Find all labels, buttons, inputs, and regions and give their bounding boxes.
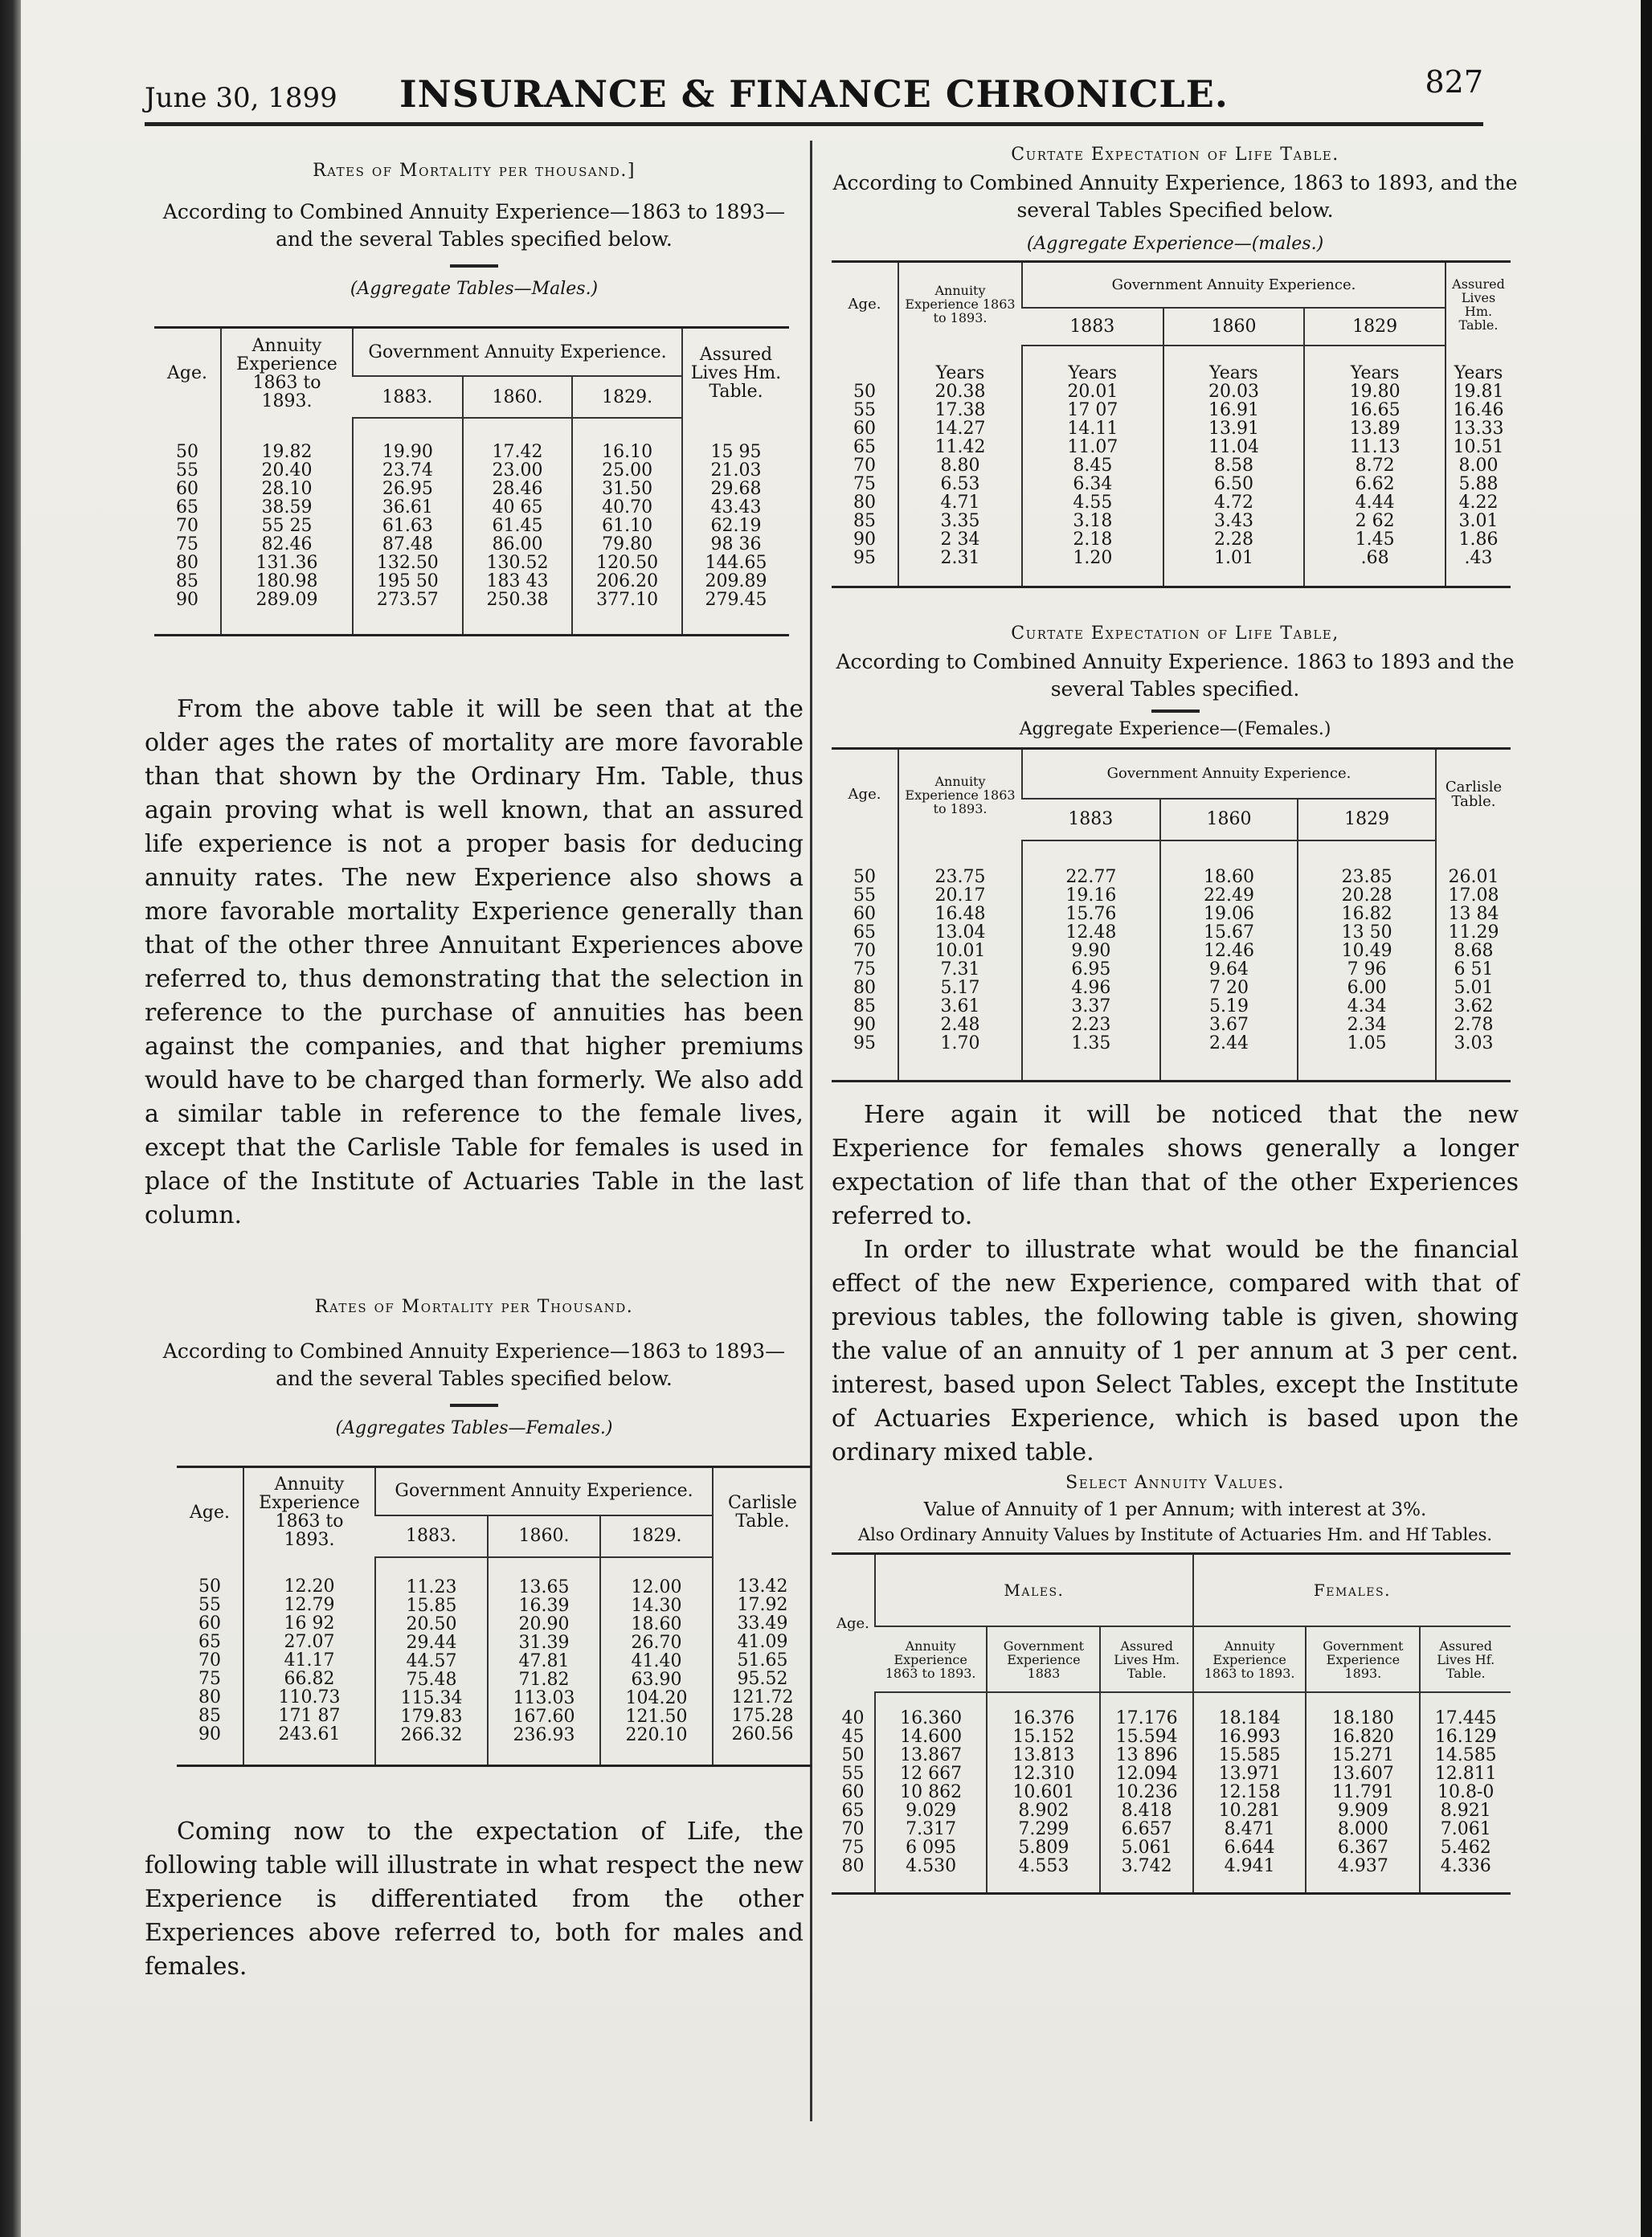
table5-col-age: 40 45 50 55 60 65 70 75 80	[832, 1692, 875, 1893]
table1-header-1829: 1829.	[572, 376, 682, 418]
table4-header-1860: 1860	[1160, 799, 1298, 840]
header-rule	[145, 122, 1483, 126]
table3-header-1829: 1829	[1304, 308, 1446, 346]
issue-date: June 30, 1899	[145, 82, 337, 114]
table4-header-last: Carlisle Table.	[1436, 748, 1511, 840]
table2-header-annuity: Annuity Experience 1863 to 1893.	[243, 1466, 375, 1557]
table2-header-last: Carlisle Table.	[713, 1466, 812, 1557]
table5-header-m-annuity: Annuity Experience 1863 to 1893.	[875, 1626, 987, 1692]
table4-title: Curtate Expectation of Life Table,	[1011, 623, 1339, 644]
table1-short-rule	[450, 264, 498, 268]
table4-header-1829: 1829	[1298, 799, 1436, 840]
table2-mortality-females	[177, 1466, 812, 1768]
table5-header-f-annuity: Annuity Experience 1863 to 1893.	[1193, 1626, 1306, 1692]
table4-short-rule	[1151, 710, 1200, 713]
table5-col-f-gov: 18.180 16.820 15.271 13.607 11.791 9.909 8.000 6.367 4.937	[1306, 1692, 1420, 1893]
table5-col-m-assured: 17.176 15.594 13 896 12.094 10.236 8.418 6.657 5.061 3.742	[1100, 1692, 1192, 1893]
table1-header-age: Age.	[154, 328, 221, 419]
table3-col-annuity: Years 20.38 17.38 14.27 11.42 8.80 6.53 4.71 3.35 2 34 2.31	[898, 346, 1022, 587]
table1-col-1883: 19.90 23.74 26.95 36.61 61.63 87.48 132.50 195 50 273.57	[353, 418, 463, 635]
page-number: 827	[1425, 64, 1483, 100]
table5-subtitle-2: Also Ordinary Annuity Values by Institute of Actuaries Hm. and Hf Tables.	[857, 1525, 1493, 1544]
table4-col-1883: 22.77 19.16 15.76 12.48 9.90 6.95 4.96 3.37 2.23 1.35	[1022, 840, 1160, 1082]
page-header	[145, 64, 1483, 116]
table4-col-last: 26.01 17.08 13 84 11.29 8.68 6 51 5.01 3.62 2.78 3.03	[1436, 840, 1511, 1082]
table5-select-annuity-values	[832, 1552, 1511, 1895]
column-rule	[810, 141, 812, 2121]
table3-header-gov: Government Annuity Experience.	[1022, 262, 1446, 309]
table5-header-females: Females.	[1193, 1554, 1511, 1627]
table3-col-1883: Years 20.01 17 07 14.11 11.07 8.45 6.34 4.55 3.18 2.18 1.20	[1022, 346, 1163, 587]
table3-header-1860: 1860	[1163, 308, 1305, 346]
left-column	[145, 161, 804, 1984]
table1-mortality-males	[154, 326, 789, 636]
table2-short-rule	[450, 1404, 498, 1407]
table4-header-age: Age.	[832, 748, 898, 840]
right-paragraph-2-text: In order to illustrate what would be the financial effect of the new Experience, compared with that of previous tables, the following table is given, showing the value of an annuity of 1 per annum at 3 per cent. interest, based upon Select Tables, except the Institute of Actuaries Experience, which is based upon the ordinary mixed table.	[832, 1236, 1519, 1466]
table5-title: Select Annuity Values.	[1065, 1473, 1285, 1493]
table5-col-m-annuity: 16.360 14.600 13.867 12 667 10 862 9.029 7.317 6 095 4.530	[875, 1692, 987, 1893]
table1-header-annuity: Annuity Experience 1863 to 1893.	[221, 328, 353, 419]
table1-col-1829: 16.10 25.00 31.50 40.70 61.10 79.80 120.50 206.20 377.10	[572, 418, 682, 635]
table5-col-f-annuity: 18.184 16.993 15.585 13.971 12.158 10.281 8.471 6.644 4.941	[1193, 1692, 1306, 1893]
table1-col-last: 15 95 21.03 29.68 43.43 62.19 98 36 144.65 209.89 279.45	[682, 418, 789, 635]
table5-col-f-assured: 17.445 16.129 14.585 12.811 10.8-0 8.921 7.061 5.462 4.336	[1420, 1692, 1511, 1893]
page-binding-edge	[0, 0, 21, 2237]
left-paragraph-2	[145, 1815, 804, 1984]
table2-col-annuity: 12.20 12.79 16 92 27.07 41.17 66.82 110.73 171 87 243.61	[243, 1557, 375, 1766]
table2-col-1829: 12.00 14.30 18.60 26.70 41.40 63.90 104.20 121.50 220.10	[600, 1557, 713, 1766]
table5-header-males: Males.	[875, 1554, 1193, 1627]
right-column	[832, 145, 1519, 1895]
table5-header-age: Age.	[832, 1554, 875, 1693]
right-paragraph-1-text: Here again it will be noticed that the new Experience for females shows generally a longer expectation of life than that of the other Experiences referred to.	[832, 1101, 1519, 1230]
table3-col-last: Years 19.81 16.46 13.33 10.51 8.00 5.88 4.22 3.01 1.86 .43	[1446, 346, 1511, 587]
right-paragraph-1	[832, 1098, 1519, 1470]
table4-col-1860: 18.60 22.49 19.06 15.67 12.46 9.64 7 20 5.19 3.67 2.44	[1160, 840, 1298, 1082]
table4-header-gov: Government Annuity Experience.	[1022, 748, 1436, 799]
table3-col-1829: Years 19.80 16.65 13.89 11.13 8.72 6.62 4.44 2 62 1.45 .68	[1304, 346, 1446, 587]
table5-header-f-assured: Assured Lives Hf. Table.	[1420, 1626, 1511, 1692]
table5-header-f-gov: Government Experience 1893.	[1306, 1626, 1420, 1692]
table5-header-m-gov: Government Experience 1883	[987, 1626, 1100, 1692]
table4-col-1829: 23.85 20.28 16.82 13 50 10.49 7 96 6.00 4.34 2.34 1.05	[1298, 840, 1436, 1082]
table5-header-m-assured: Assured Lives Hm. Table.	[1100, 1626, 1192, 1692]
publication-title: INSURANCE & FINANCE CHRONICLE.	[399, 72, 1229, 116]
table3-expectation-males	[832, 260, 1511, 588]
table2-header-age: Age.	[177, 1466, 243, 1557]
table2-title: Rates of Mortality per Thousand.	[314, 1296, 634, 1317]
table4-col-annuity: 23.75 20.17 16.48 13.04 10.01 7.31 5.17 3.61 2.48 1.70	[898, 840, 1022, 1082]
table2-col-last: 13.42 17.92 33.49 41.09 51.65 95.52 121.72 175.28 260.56	[713, 1557, 812, 1766]
table1-caption: (Aggregate Tables—Males.)	[350, 279, 599, 299]
table5-subtitle-1: Value of Annuity of 1 per Annum; with interest at 3%.	[923, 1499, 1427, 1520]
table3-col-1860: Years 20.03 16.91 13.91 11.04 8.58 6.50 4.72 3.43 2.28 1.01	[1163, 346, 1305, 587]
table1-col-1860: 17.42 23.00 28.46 40 65 61.45 86.00 130.52 183 43 250.38	[463, 418, 573, 635]
table2-col-age: 50 55 60 65 70 75 80 85 90	[177, 1557, 243, 1766]
table1-col-annuity: 19.82 20.40 28.10 38.59 55 25 82.46 131.36 180.98 289.09	[221, 418, 353, 635]
table2-caption: (Aggregates Tables—Females.)	[335, 1417, 613, 1438]
table3-header-1883: 1883	[1022, 308, 1163, 346]
table2-col-1860: 13.65 16.39 20.90 31.39 47.81 71.82 113.03 167.60 236.93	[488, 1557, 600, 1766]
table1-col-age: 50 55 60 65 70 75 80 85 90	[154, 418, 221, 635]
table4-header-annuity: Annuity Experience 1863 to 1893.	[898, 748, 1022, 840]
table1-title: Rates of Mortality per thousand.]	[313, 161, 636, 181]
table2-header-1883: 1883.	[375, 1515, 488, 1557]
table2-header-1829: 1829.	[600, 1515, 713, 1557]
table1-subtitle: According to Combined Annuity Experience—1863 to 1893—and the several Tables specified below.	[162, 200, 786, 251]
table5-col-m-gov: 16.376 15.152 13.813 12.310 10.601 8.902 7.299 5.809 4.553	[987, 1692, 1100, 1893]
table1-header-1883: 1883.	[353, 376, 463, 418]
table2-header-gov: Government Annuity Experience.	[375, 1466, 713, 1515]
page-right-edge	[1641, 0, 1652, 2237]
table4-caption: Aggregate Experience—(Females.)	[1019, 718, 1331, 739]
table4-expectation-females	[832, 747, 1511, 1083]
table3-col-age: 50 55 60 65 70 75 80 85 90 95	[832, 346, 898, 587]
left-paragraph-1	[145, 693, 804, 1233]
table1-header-last: Assured Lives Hm. Table.	[682, 328, 789, 419]
table2-col-1883: 11.23 15.85 20.50 29.44 44.57 75.48 115.34 179.83 266.32	[375, 1557, 488, 1766]
table1-header-1860: 1860.	[463, 376, 573, 418]
table2-header-1860: 1860.	[488, 1515, 600, 1557]
table4-subtitle: According to Combined Annuity Experience. 1863 to 1893 and the several Tables specified.	[836, 649, 1515, 701]
table3-caption: (Aggregate Experience—(males.)	[1026, 234, 1324, 254]
left-paragraph-2-text: Coming now to the expectation of Life, the following table will illustrate in what respect the new Experience is differentiated from the other Experiences above referred to, both for males and females.	[145, 1818, 804, 1981]
table1-header-gov: Government Annuity Experience.	[353, 328, 682, 377]
table3-title: Curtate Expectation of Life Table.	[1011, 145, 1339, 165]
table3-header-age: Age.	[832, 262, 898, 346]
table2-subtitle: According to Combined Annuity Experience—1863 to 1893—and the several Tables specified below.	[162, 1339, 786, 1390]
table3-header-annuity: Annuity Experience 1863 to 1893.	[898, 262, 1022, 346]
table3-header-last: Assured Lives Hm. Table.	[1446, 262, 1511, 346]
table3-subtitle: According to Combined Annuity Experience, 1863 to 1893, and the several Tables Specified below.	[832, 171, 1518, 222]
table4-col-age: 50 55 60 65 70 75 80 85 90 95	[832, 840, 898, 1082]
table4-header-1883: 1883	[1022, 799, 1160, 840]
left-paragraph-1-text: From the above table it will be seen that at the older ages the rates of mortality are more favorable than that shown by the Ordinary Hm. Table, thus again proving what is well known, that an assured life experience is not a proper basis for deducing annuity rates. The new Experience also shows a more favorable mortality Experience generally than that of the other three Annuitant Experiences above referred to, thus demonstrating that the selection in reference to the purchase of annuities has been against the companies, and that higher premiums would have to be charged than formerly. We also add a similar table in reference to the female lives, except that the Carlisle Table for females is used in place of the Institute of Actuaries Table in the last column.	[145, 694, 804, 1229]
